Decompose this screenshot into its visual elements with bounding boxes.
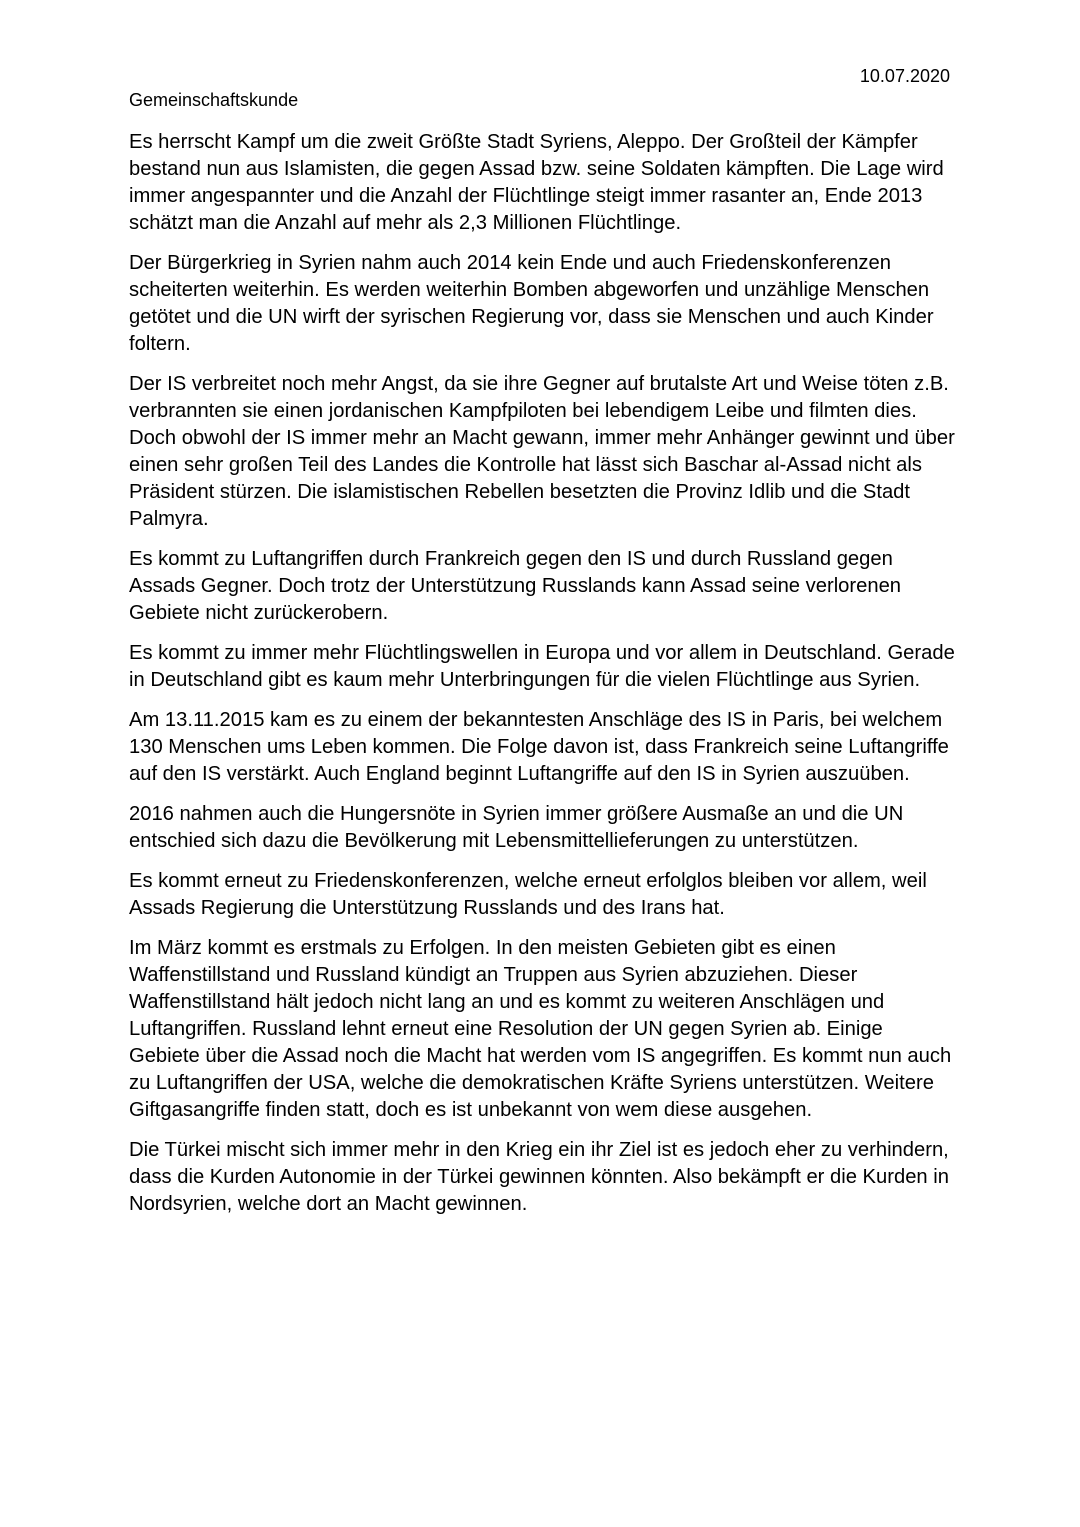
document-date: 10.07.2020 (859, 66, 950, 86)
paragraph-maerz: Im März kommt es erstmals zu Erfolgen. In den meisten Gebieten gibt es einen Waffenstillstand und Russland kündigt an Truppen aus Syrien abzuziehen. Dieser Waffenstillstand hält jedoch nicht lang an und es kommt zu weiteren Anschlägen und Luftangriffen. Russland lehnt erneut eine Resolution der UN gegen Syrien ab. Einige Gebiete über die Assad noch die Macht hat werden vom IS angegriffen. Es kommt nun auch zu Luftangriffen der USA, welche die demokratischen Kräfte Syriens unterstützen. Weitere Giftgasangriffe finden statt, doch es ist unbekannt von wem diese ausgehen. (129, 937, 952, 1121)
paragraph-2014: Der Bürgerkrieg in Syrien nahm auch 2014 kein Ende und auch Friedenskonferenzen scheiterten weiterhin. Es werden weiterhin Bomben abgeworfen und unzählige Menschen getötet und die UN wirft der syrischen Regierung vor, dass sie Menschen und auch Kinder foltern. (129, 252, 934, 355)
paragraph-friedenskonferenzen: Es kommt erneut zu Friedenskonferenzen, welche erneut erfolglos bleiben vor allem, weil Assads Regierung die Unterstützung Russlands und des Irans hat. (129, 870, 927, 919)
paragraph-aleppo: Es herrscht Kampf um die zweit Größte Stadt Syriens, Aleppo. Der Großteil der Kämpfer bestand nun aus Islamisten, die gegen Assad bzw. seine Soldaten kämpften. Die Lage wird immer angespannter und die Anzahl der Flüchtlinge steigt immer rasanter an, Ende 2013 schätzt man die Anzahl auf mehr als 2,3 Millionen Flüchtlinge. (129, 131, 944, 234)
paragraph-fluechtlingswellen: Es kommt zu immer mehr Flüchtlingswellen in Europa und vor allem in Deutschland. Gerade in Deutschland gibt es kaum mehr Unterbringungen für die vielen Flüchtlinge aus Syrien. (129, 642, 955, 691)
paragraph-luftangriffe: Es kommt zu Luftangriffen durch Frankreich gegen den IS und durch Russland gegen Assads Gegner. Doch trotz der Unterstützung Russlands kann Assad seine verlorenen Gebiete nicht zurückerobern. (129, 548, 902, 624)
document-body (129, 129, 959, 1231)
paragraph-is: Der IS verbreitet noch mehr Angst, da sie ihre Gegner auf brutalste Art und Weise töten z.B. verbrannten sie einen jordanischen Kampfpiloten bei lebendigem Leibe und filmten dies. Doch obwohl der IS immer mehr an Macht gewann, immer mehr Anhänger gewinnt und über einen sehr großen Teil des Landes die Kontrolle hat lässt sich Baschar al-Assad nicht als Präsident stürzen. Die islamistischen Rebellen besetzten die Provinz Idlib und die Stadt Palmyra. (129, 373, 955, 530)
paragraph-tuerkei: Die Türkei mischt sich immer mehr in den Krieg ein ihr Ziel ist es jedoch eher zu verhindern, dass die Kurden Autonomie in der Türkei gewinnen könnten. Also bekämpft er die Kurden in Nordsyrien, welche dort an Macht gewinnen. (129, 1139, 949, 1215)
subject-heading: Gemeinschaftskunde (129, 90, 299, 110)
paragraph-2016: 2016 nahmen auch die Hungersnöte in Syrien immer größere Ausmaße an und die UN entschied sich dazu die Bevölkerung mit Lebensmittellieferungen zu unterstützen. (129, 803, 904, 852)
paragraph-paris: Am 13.11.2015 kam es zu einem der bekanntesten Anschläge des IS in Paris, bei welchem 130 Menschen ums Leben kommen. Die Folge davon ist, dass Frankreich seine Luftangriffe auf den IS verstärkt. Auch England beginnt Luftangriffe auf den IS in Syrien auszuüben. (129, 709, 949, 785)
